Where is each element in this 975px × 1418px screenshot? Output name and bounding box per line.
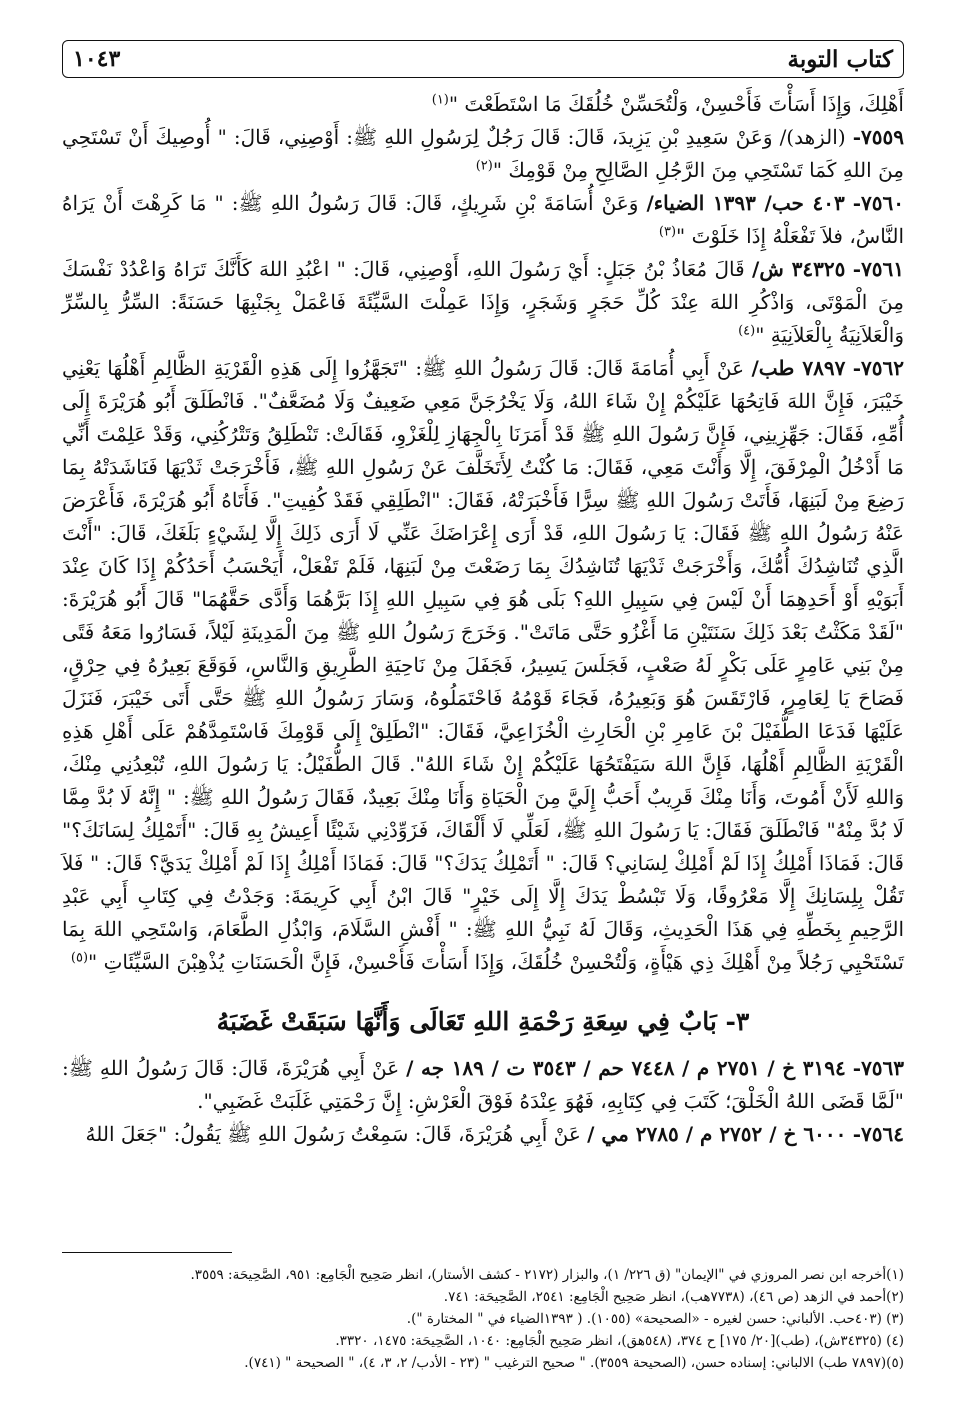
footnote-ref: (١): [431, 92, 449, 108]
hadith-number: ٧٥٦١-: [852, 257, 905, 281]
footnote-divider: [62, 1252, 232, 1253]
footnote-ref: (٢): [475, 158, 493, 174]
hadith-body: عَنْ أَبِي هُرَيْرَةَ، قَالَ: سَمِعْتُ رَسُولَ اللهِ ﷺ يَقُولُ: "جَعَلَ اللهُ: [85, 1122, 581, 1146]
hadith-number: ٧٥٦٠-: [852, 191, 904, 215]
hadith-7559: [62, 121, 904, 187]
hadith-source: ٦٠٠٠ خ / ٢٧٥٢ م / ٢٧٨٥ مي /: [587, 1122, 847, 1146]
hadith-7563: [62, 1052, 904, 1118]
book-title: كتاب التوبة: [787, 45, 893, 73]
page-number: ١٠٤٣: [73, 46, 121, 72]
footnote: (١)أخرجه ابن نصر المروزي في "الإيمان" (ق ٢٢٦/ ١)، والبزار (٢١٧٢ - كشف الأستار)، انظر صَحِيح الْجَامِع: ٩٥١، الصَّحِيحَة: ٣٥٥٩.: [190, 1267, 904, 1283]
hadith-body: قَالَ مُعَاذُ بْنُ جَبَلٍ: أَيْ رَسُولَ اللهِ، أَوْصِنِي، قَالَ: " اعْبُدِ اللهَ كَأَنَّكَ تَرَاهُ وَاعْدُدْ نَفْسَكَ مِنَ الْمَوْتَى، وَاذْكُرِ اللهَ عِنْدَ كُلِّ حَجَرٍ وَشَجَرٍ، وَإِذَا عَمِلْتَ السَّيِّئَةَ فَاعْمَلْ بِجَنْبِهَا حَسَنَةً: السِّرُّ بِالسِّرِّ وَالْعَلاَنِيَةُ بِالْعَلاَنِيَةِ ": [62, 257, 904, 347]
hadith-source: ٣١٩٤ خ / ٢٧٥١ م / ٧٤٤٨ حم / ٣٥٤٣ ت / ١٨٩ جه /: [406, 1056, 846, 1080]
hadith-source: ٧٨٩٧ طب/: [751, 356, 846, 380]
hadith-7560: [62, 187, 904, 253]
continuation-paragraph: [62, 88, 904, 121]
footnotes: [62, 1264, 904, 1374]
hadith-number: ٧٥٥٩-: [852, 125, 904, 149]
page-header: [62, 40, 904, 78]
footnote: (٥)(٧٨٩٧ طب) الالباني: إسناده حسن، (الصحيحة ٣٥٥٩). " صحيح الترغيب " (٢٣ - الأدب/ ٢، ٣، ٤)، " الصحيحة " (٧٤١).: [244, 1355, 904, 1371]
entry-text: أَهْلِكَ، وَإِذَا أَسَأْتَ فَأَحْسِنْ، وَلْتُحَسِّنْ خُلُقَكَ مَا اسْتَطَعْتَ ": [448, 92, 904, 116]
footnote-ref: (٥): [70, 950, 89, 966]
footnote-ref: (٣): [658, 224, 677, 240]
hadith-number: ٧٥٦٤-: [852, 1122, 904, 1146]
hadith-source: ٤٠٣ حب/ ١٣٩٣ الضياء/: [646, 191, 845, 215]
footnote: (٢)أحمد في الزهد (ص ٤٦)، (٧٧٣٨هب)، انظر صَحِيح الْجَامِع: ٢٥٤١، الصَّحِيحَة: ٧٤١.: [443, 1289, 904, 1305]
hadith-7562: [62, 352, 904, 979]
page: [62, 40, 905, 1371]
hadith-body: وَعَنْ أُسَامَةَ بْنِ شَرِيكٍ، قَالَ: قَالَ رَسُولُ اللهِ ﷺ: " مَا كَرِهْتَ أَنْ يَرَاهُ النَّاسُ، فلاَ تَفْعَلْهُ إِذَا خَلَوْتَ ": [62, 191, 904, 248]
hadith-7564: [62, 1118, 904, 1151]
chapter-heading: ٣- بَابٌ فِي سِعَةِ رَحْمَةِ اللهِ تَعَالَى وَأَنَّهَا سَبَقَتْ غَضَبَهُ: [216, 1007, 750, 1036]
hadith-number: ٧٥٦٣-: [852, 1056, 905, 1080]
footnote-ref: (٤): [738, 323, 756, 339]
footnote: (٣) (٤٠٣حب. الألباني: حسن لغيره - «الصحيحة» (١٠٥٥). ( ١٣٩٣الضياء في " المختارة ").: [406, 1311, 904, 1327]
hadith-body: وَعَنْ سَعِيدِ بْنِ يَزِيدَ، قَالَ: قَالَ رَجُلٌ لِرَسُولِ اللهِ ﷺ: أَوْصِنِي، قَالَ: " أُوصِيكَ أَنْ تَسْتَحِي مِنَ اللهِ كَمَا تَسْتَحِي مِنَ الرَّجُلِ الصَّالِحِ مِنْ قَوْمِكَ ": [62, 125, 904, 182]
footnote: (٤) (٣٤٣٢٥ش)، (طب)[٢٠/ ١٧٥] ح ٣٧٤، (٥٤٨هق)، انظر صَحِيح الْجَامِع: ١٠٤٠، الصَّحِيحَة: ١٤٧٥، ٣٣٢٠.: [335, 1333, 904, 1349]
hadith-source: ٣٤٣٢٥ ش/: [752, 257, 846, 281]
hadith-number: ٧٥٦٢-: [852, 356, 904, 380]
hadith-7561: [62, 253, 904, 352]
hadith-source: (الزهد)/: [779, 125, 846, 149]
hadith-text: [62, 88, 904, 1151]
hadith-body: عَنْ أَبِي أُمَامَةَ قَالَ: قَالَ رَسُولُ اللهِ ﷺ: "تَجَهَّزُوا إِلَى هَذِهِ الْقَرْيَةِ الظَّالِمِ أَهْلُهَا يَعْنِي خَيْبَرَ، فَإِنَّ اللهَ فَاتِحُهَا عَلَيْكُمْ إِنْ شَاءَ اللهُ، وَلَا يَخْرُجَنَّ مَعِي ضَعِيفٌ وَلَا مُضَعَّفٌ". فَانْطَلَقَ أَبُو هُرَيْرَةَ إِلَى أُمِّهِ، فَقَالَ: جَهِّزِينِي، فَإِنَّ رَسُولَ اللهِ ﷺ قَدْ أَمَرَنَا بِالْجِهَازِ لِلْغَزْوِ، فَقَالَتْ: تَنْطَلِقُ وَتَتْرُكُنِي، وَقَدْ عَلِمْتَ أَنِّي مَا أَدْخُلُ الْمِرْفَقَ، إِلَّا وَأَنْتَ مَعِي، فَقَالَ: مَا كُنْتُ لِأَتَخَلَّفَ عَنْ رَسُولِ اللهِ ﷺ، فَأَخْرَجَتْ ثَدْيَهَا فَنَاشَدَتْهُ بِمَا رَضِعَ مِنْ لَبَنِهَا، فَأَتَتْ رَسُولَ اللهِ ﷺ سِرًّا فَأَخْبَرَتْهُ، فَقَالَ: "انْطَلِقِي فَقَدْ كُفِيتِ". فَأَتَاهُ أَبُو هُرَيْرَةَ، فَأَعْرَضَ عَنْهُ رَسُولُ اللهِ ﷺ فَقَالَ: يَا رَسُولَ اللهِ، قَدْ أَرَى إِعْرَاضَكَ عَنِّي لَا أَرَى ذَلِكَ إِلَّا لِشَيْءٍ بَلَغَكَ، قَالَ: "أَنْتَ الَّذِي تُنَاشِدُكَ أُمُّكَ، وَأَخْرَجَتْ ثَدْيَهَا تُنَاشِدُكَ بِمَا رَضَعْتَ مِنْ لَبَنِهَا، فَلَمْ تَفْعَلْ، أَيَحْسَبُ أَحَدُكُمْ إِذَا كَانَ عِنْدَ أَبَوَيْهِ أَوْ أَحَدِهِمَا أَنْ لَيْسَ فِي سَبِيلِ اللهِ؟ بَلَى هُوَ فِي سَبِيلِ اللهِ إِذَا بَرَّهُمَا وَأَدَّى حَقَّهُمَا" قَالَ أَبُو هُرَيْرَةَ: "لَقَدْ مَكَثْتُ بَعْدَ ذَلِكَ سَنَتَيْنِ مَا أَغْزُو حَتَّى مَاتَتْ". وَخَرَجَ رَسُولُ اللهِ ﷺ مِنَ الْمَدِينَةِ لَيْلاً، فَسَارُوا مَعَهُ فَتًى مِنْ بَنِي عَامِرٍ عَلَى بَكْرٍ لَهُ صَعْبٍ، فَجَلَسَ يَسِيرُ، فَجَفَلَ مِنْ نَاحِيَةِ الطَّرِيقِ وَالنَّاسِ، فَوَقَعَ بَعِيرُهُ فِي حِرْقٍ، فَصَاحَ يَا لِعَامِرٍ، فَارْتَقَسَ هُوَ وَبَعِيرُهُ، فَجَاءَ قَوْمُهُ فَاحْتَمَلُوهُ، وَسَارَ رَسُولُ اللهِ ﷺ حَتَّى أَتَى خَيْبَرَ، فَنَزَلَ عَلَيْهَا فَدَعَا الطُّفَيْلَ بْنَ عَامِرِ بْنِ الْحَارِثِ الْخُزَاعِيَّ، فَقَالَ: "انْطَلِقْ إِلَى قَوْمِكَ فَاسْتَمِدَّهُمْ عَلَى أَهْلِ هَذِهِ الْقَرْيَةِ الظَّالِمِ أَهْلُهَا، فَإِنَّ اللهَ سَيَفْتَحُهَا عَلَيْكُمْ إِنْ شَاءَ اللهُ". قَالَ الطُّفَيْلُ: يَا رَسُولَ اللهِ، تُبْعِدُنِي مِنْكَ، وَاللهِ لَأَنْ أَمُوتَ، وَأَنَا مِنْكَ قَرِيبٌ أَحَبُّ إِلَيَّ مِنَ الْحَيَاةِ وَأَنَا مِنْكَ بَعِيدٌ، فَقَالَ رَسُولُ اللهِ ﷺ: " إِنَّهُ لَا بُدَّ مِمَّا لَا بُدَّ مِنْهُ" فَانْطَلَقَ فَقَالَ: يَا رَسُولَ اللهِ ﷺ، لَعَلِّي لَا أَلْقَاكَ، فَزَوِّدْنِي شَيْئًا أَعِيشُ بِهِ قَالَ: "أَتَمْلِكُ لِسَانَكَ؟" قَالَ: فَمَاذَا أَمْلِكُ إِذَا لَمْ أَمْلِكْ لِسَانِي؟ قَالَ: " أَتَمْلِكُ يَدَكَ؟" قَالَ: فَمَاذَا أَمْلِكُ إِذَا لَمْ أَمْلِكْ يَدَيَّ؟ قَالَ: " فَلاَ تَقُلْ بِلِسَانِكَ إِلَّا مَعْرُوفًا، وَلَا تَبْسُطْ يَدَكَ إِلَّا إِلَى خَيْرٍ" قَالَ ابْنُ أَبِي كَرِيمَةَ: وَجَدْتُ فِي كِتَابِ أَبِي عَبْدِ الرَّحِيمِ بِخَطِّهِ فِي هَذَا الْحَدِيثِ، وَقَالَ لَهُ نَبِيُّ اللهِ ﷺ: " أَفْشِ السَّلَامَ، وَابْذُلِ الطَّعَامَ، وَاسْتَحِي اللهَ بِمَا تَسْتَحْيِي رَجُلاً مِنْ أَهْلِكَ ذِي هَيْأَةٍ، وَلْتُحْسِنْ خُلُقَكَ، وَإِذَا أَسَأْتَ فَأَحْسِنْ، فَإِنَّ الْحَسَنَاتِ يُذْهِبْنَ السَّيِّئَاتِ ": [62, 356, 905, 974]
hadith-body: عَنْ أَبِي هُرَيْرَةَ، قَالَ: قَالَ رَسُولُ اللهِ ﷺ: "لَمَّا قَضَى اللهُ الْخَلْقَ؛ كَتَبَ فِي كِتَابِهِ، فَهُوَ عِنْدَهُ فَوْقَ الْعَرْشِ: إِنَّ رَحْمَتِي غَلَبَتْ غَضَبِي".: [62, 1056, 904, 1113]
